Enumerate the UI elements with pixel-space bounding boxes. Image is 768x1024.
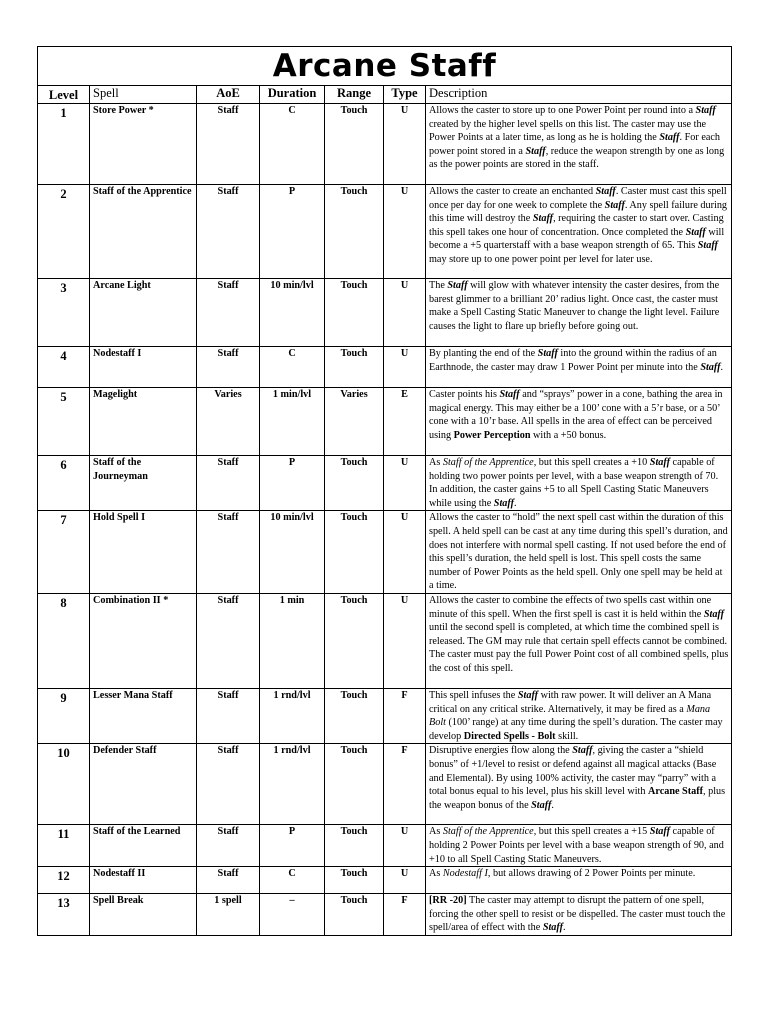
table-row: [38, 279, 732, 347]
description-text: with a +50 bonus.: [530, 429, 607, 441]
description-text: capable of holding two power points per level, with a base weapon strength of 70. In addition, the caster gains +5 to all Spell Casting Static Maneuvers while using the: [429, 457, 719, 509]
description-text: . For each power point stored in a: [429, 132, 720, 157]
spell-duration: 1 rnd/lvl: [260, 744, 325, 825]
spell-description: [426, 104, 732, 185]
description-text: Allows the caster to “hold” the next spell cast within the duration of this spell. A held spell can be cast at any time during this spell’s duration, and does not interfere with normal spell casting. If not used before the end of this spell’s duration, the held spell is lost. This spell costs the same number of Power Points as the held spell. Only one spell may be held at a time.: [429, 512, 728, 592]
description-text: and “sprays” power in a cone, bathing the area in magical energy. This may either be a 100’ cone with a 5’r base, or a 50’ cone with a 10’r base. All spells in the area of effect can be perceived using: [429, 389, 723, 441]
description-text: will become a +5 quarterstaff with a base weapon strength of 65. This: [429, 226, 725, 252]
spell-name: Defender Staff: [90, 744, 197, 825]
description-text: As: [429, 826, 443, 838]
spell-description: [426, 825, 732, 867]
spell-duration: P: [260, 456, 325, 511]
table-row: [38, 388, 732, 456]
description-text: into the ground within the radius of an Earthnode, the caster may draw 1 Power Point per minute into the: [429, 348, 717, 373]
spell-level: 12: [38, 867, 90, 894]
description-text: . Caster must cast this spell once per day for one week to complete the: [429, 186, 727, 211]
spell-description: [426, 593, 732, 688]
description-text: The caster may attempt to disrupt the pattern of one spell, forcing the other spell to resist or be dispelled. The caster must touch the spell/area of effect with the: [429, 895, 726, 934]
table-row: [38, 456, 732, 511]
spell-type: F: [384, 744, 426, 825]
spell-name: Store Power *: [90, 104, 197, 185]
spell-type: U: [384, 825, 426, 867]
description-text: Staff: [595, 186, 616, 197]
description-text: . Any spell failure during this time will destroy the: [429, 199, 728, 225]
spell-aoe: Staff: [197, 825, 260, 867]
spell-description: [426, 279, 732, 347]
description-text: .: [514, 497, 517, 509]
spell-level: 3: [38, 279, 90, 347]
description-text: Staff: [542, 922, 564, 934]
header-spell: Spell: [90, 86, 197, 104]
description-text: with raw power. It will deliver an A Mana critical on any critical strike. Alternatively, it may be fired as a: [429, 689, 712, 715]
description-text: As: [429, 868, 443, 880]
description-text: , giving the caster a “shield bonus” of +1/level to resist or defend against all magical attacks (Base and Elemental). By using 100% activity, the caster may “parry” with a total bonus equal to his level, plus his skill level with: [429, 745, 717, 798]
spell-table: [37, 46, 732, 936]
description-text: Directed Spells - Bolt: [463, 730, 556, 742]
description-text: Allows the caster to create an enchanted: [429, 186, 596, 197]
spell-duration: 10 min/lvl: [260, 511, 325, 594]
spell-level: 10: [38, 744, 90, 825]
spell-type: U: [384, 104, 426, 185]
spell-type: U: [384, 593, 426, 688]
spell-level: 6: [38, 456, 90, 511]
spell-range: Touch: [325, 688, 384, 743]
spell-aoe: Staff: [197, 347, 260, 388]
spell-aoe: Staff: [197, 104, 260, 185]
description-text: Arcane Staff: [648, 786, 703, 798]
spell-range: Touch: [325, 894, 384, 936]
page-title: Arcane Staff: [272, 48, 497, 84]
spell-name: Combination II *: [90, 593, 197, 688]
description-text: Staff: [695, 105, 716, 116]
description-text: Mana Bolt: [429, 703, 711, 729]
description-text: The: [429, 280, 448, 291]
description-text: Staff: [604, 199, 625, 211]
spell-level: 11: [38, 825, 90, 867]
description-text: , but this spell creates a +10: [533, 457, 650, 468]
spell-type: U: [384, 279, 426, 347]
description-text: .: [563, 922, 566, 934]
spell-duration: C: [260, 347, 325, 388]
spell-range: Varies: [325, 388, 384, 456]
spell-range: Touch: [325, 511, 384, 594]
description-text: By planting the end of the: [429, 348, 538, 359]
description-text: will glow with whatever intensity the caster desires, from the barest glimmer to a brilliant 20’ radius light. Once cast, the caster must make a Spell Casting Static Maneuver to change the light level. Failure causes the light to flare up briefly before going out.: [429, 280, 720, 332]
spell-name: Arcane Light: [90, 279, 197, 347]
description-text: Power Perception: [453, 429, 531, 441]
description-text: Staff: [649, 457, 670, 468]
spell-range: Touch: [325, 867, 384, 894]
spell-aoe: Varies: [197, 388, 260, 456]
table-row: [38, 347, 732, 388]
spell-level: 13: [38, 894, 90, 936]
header-type: Type: [384, 86, 426, 104]
spell-name: Staff of the Journeyman: [90, 456, 197, 511]
title-cell: [38, 47, 732, 86]
description-text: , plus the weapon bonus of the: [429, 786, 726, 811]
description-text: Caster points his: [429, 389, 500, 400]
table-row: [38, 744, 732, 825]
description-text: may store up to one power point per level for later use.: [429, 253, 653, 265]
table-row: [38, 688, 732, 743]
description-text: As: [429, 457, 443, 468]
spell-description: [426, 511, 732, 594]
spell-range: Touch: [325, 456, 384, 511]
spell-duration: P: [260, 825, 325, 867]
description-text: , but allows drawing of 2 Power Points per minute.: [487, 868, 696, 880]
spell-duration: 1 rnd/lvl: [260, 688, 325, 743]
table-row: [38, 104, 732, 185]
spell-aoe: Staff: [197, 456, 260, 511]
spell-aoe: 1 spell: [197, 894, 260, 936]
description-text: , reduce the weapon strength by one as long as the power points are stored in the staff.: [429, 145, 725, 171]
description-text: Staff: [703, 608, 725, 620]
spell-type: E: [384, 388, 426, 456]
spell-duration: 1 min/lvl: [260, 388, 325, 456]
header-row: [38, 86, 732, 104]
description-text: , requiring the caster to start over. Casting this spell takes one hour of concentration. Once completed the: [429, 213, 724, 238]
spell-description: [426, 894, 732, 936]
spell-type: F: [384, 688, 426, 743]
description-text: created by the higher level spells on this list. The caster may use the Power Points at a later time, as long as he is holding the: [429, 118, 707, 144]
spell-name: Hold Spell I: [90, 511, 197, 594]
spell-duration: –: [260, 894, 325, 936]
description-text: Staff: [659, 132, 680, 144]
description-text: Staff: [447, 280, 468, 291]
description-text: .: [551, 799, 554, 811]
spell-aoe: Staff: [197, 593, 260, 688]
description-text: Staff of the Apprentice: [442, 826, 534, 838]
spell-level: 9: [38, 688, 90, 743]
spell-description: [426, 388, 732, 456]
description-text: Nodestaff I: [442, 868, 488, 880]
spell-rows: [38, 104, 732, 936]
description-text: Allows the caster to store up to one Power Point per round into a: [429, 105, 696, 116]
description-text: Staff: [700, 361, 721, 373]
spell-type: F: [384, 894, 426, 936]
table-row: [38, 185, 732, 279]
spell-duration: C: [260, 104, 325, 185]
spell-description: [426, 185, 732, 279]
header-duration: Duration: [260, 86, 325, 104]
table-row: [38, 825, 732, 867]
spell-type: U: [384, 347, 426, 388]
spell-description: [426, 867, 732, 894]
spell-type: U: [384, 511, 426, 594]
spell-level: 2: [38, 185, 90, 279]
spell-description: [426, 744, 732, 825]
spell-level: 5: [38, 388, 90, 456]
spell-name: Staff of the Learned: [90, 825, 197, 867]
header-aoe: AoE: [197, 86, 260, 104]
spell-range: Touch: [325, 825, 384, 867]
spell-duration: 1 min: [260, 593, 325, 688]
spell-duration: C: [260, 867, 325, 894]
spell-name: Lesser Mana Staff: [90, 688, 197, 743]
spell-aoe: Staff: [197, 744, 260, 825]
spell-type: U: [384, 867, 426, 894]
description-text: Staff: [537, 348, 558, 359]
description-text: Staff: [572, 745, 593, 757]
description-text: (100’ range) at any time during the spell’s duration. The caster may develop: [429, 717, 723, 742]
spell-level: 8: [38, 593, 90, 688]
spell-range: Touch: [325, 744, 384, 825]
spell-duration: 10 min/lvl: [260, 279, 325, 347]
table-row: [38, 593, 732, 688]
spell-name: Nodestaff II: [90, 867, 197, 894]
spell-name: Magelight: [90, 388, 197, 456]
spell-aoe: Staff: [197, 867, 260, 894]
description-text: .: [720, 361, 724, 373]
spell-level: 4: [38, 347, 90, 388]
spell-aoe: Staff: [197, 279, 260, 347]
description-text: skill.: [555, 730, 579, 742]
description-text: Staff: [532, 213, 554, 225]
spell-description: [426, 347, 732, 388]
spell-description: [426, 688, 732, 743]
spell-range: Touch: [325, 593, 384, 688]
table-row: [38, 867, 732, 894]
description-text: capable of holding 2 Power Points per level with a base weapon strength of 90, and +10 to all Spell Casting Static Maneuvers.: [429, 826, 724, 865]
spell-description: [426, 456, 732, 511]
description-text: Staff: [499, 389, 520, 400]
spell-type: U: [384, 456, 426, 511]
description-text: Disruptive energies flow along the: [429, 745, 573, 757]
spell-aoe: Staff: [197, 185, 260, 279]
table-row: [38, 511, 732, 594]
description-text: Staff: [531, 799, 552, 811]
spell-name: Nodestaff I: [90, 347, 197, 388]
spell-level: 7: [38, 511, 90, 594]
spell-range: Touch: [325, 279, 384, 347]
description-text: Staff: [525, 145, 546, 157]
description-text: Staff: [649, 826, 670, 838]
spell-range: Touch: [325, 347, 384, 388]
spell-name: Spell Break: [90, 894, 197, 936]
header-level: Level: [38, 86, 90, 104]
spell-name: Staff of the Apprentice: [90, 185, 197, 279]
description-text: Staff: [517, 689, 539, 701]
header-description: Description: [426, 86, 732, 104]
spell-duration: P: [260, 185, 325, 279]
description-text: , but this spell creates a +15: [533, 826, 650, 838]
header-range: Range: [325, 86, 384, 104]
spell-aoe: Staff: [197, 688, 260, 743]
spell-level: 1: [38, 104, 90, 185]
spell-list-sheet: [37, 46, 731, 936]
description-text: Allows the caster to combine the effects of two spells cast within one minute of this spell. When the first spell is cast it is held within the: [429, 594, 712, 620]
description-text: Staff of the Apprentice: [442, 457, 534, 468]
description-text: [RR -20]: [429, 895, 467, 907]
spell-range: Touch: [325, 185, 384, 279]
table-row: [38, 894, 732, 936]
description-text: This spell infuses the: [429, 689, 518, 701]
description-text: Staff: [493, 497, 514, 509]
spell-type: U: [384, 185, 426, 279]
description-text: Staff: [685, 226, 706, 238]
spell-aoe: Staff: [197, 511, 260, 594]
description-text: Staff: [697, 240, 718, 252]
spell-range: Touch: [325, 104, 384, 185]
description-text: until the second spell is completed, at which time the combined spell is released. The GM may rule that certain spell effects cannot be combined. The caster must pay the full Power Point cost of all combined spells, plus the cost of this spell.: [429, 622, 729, 674]
